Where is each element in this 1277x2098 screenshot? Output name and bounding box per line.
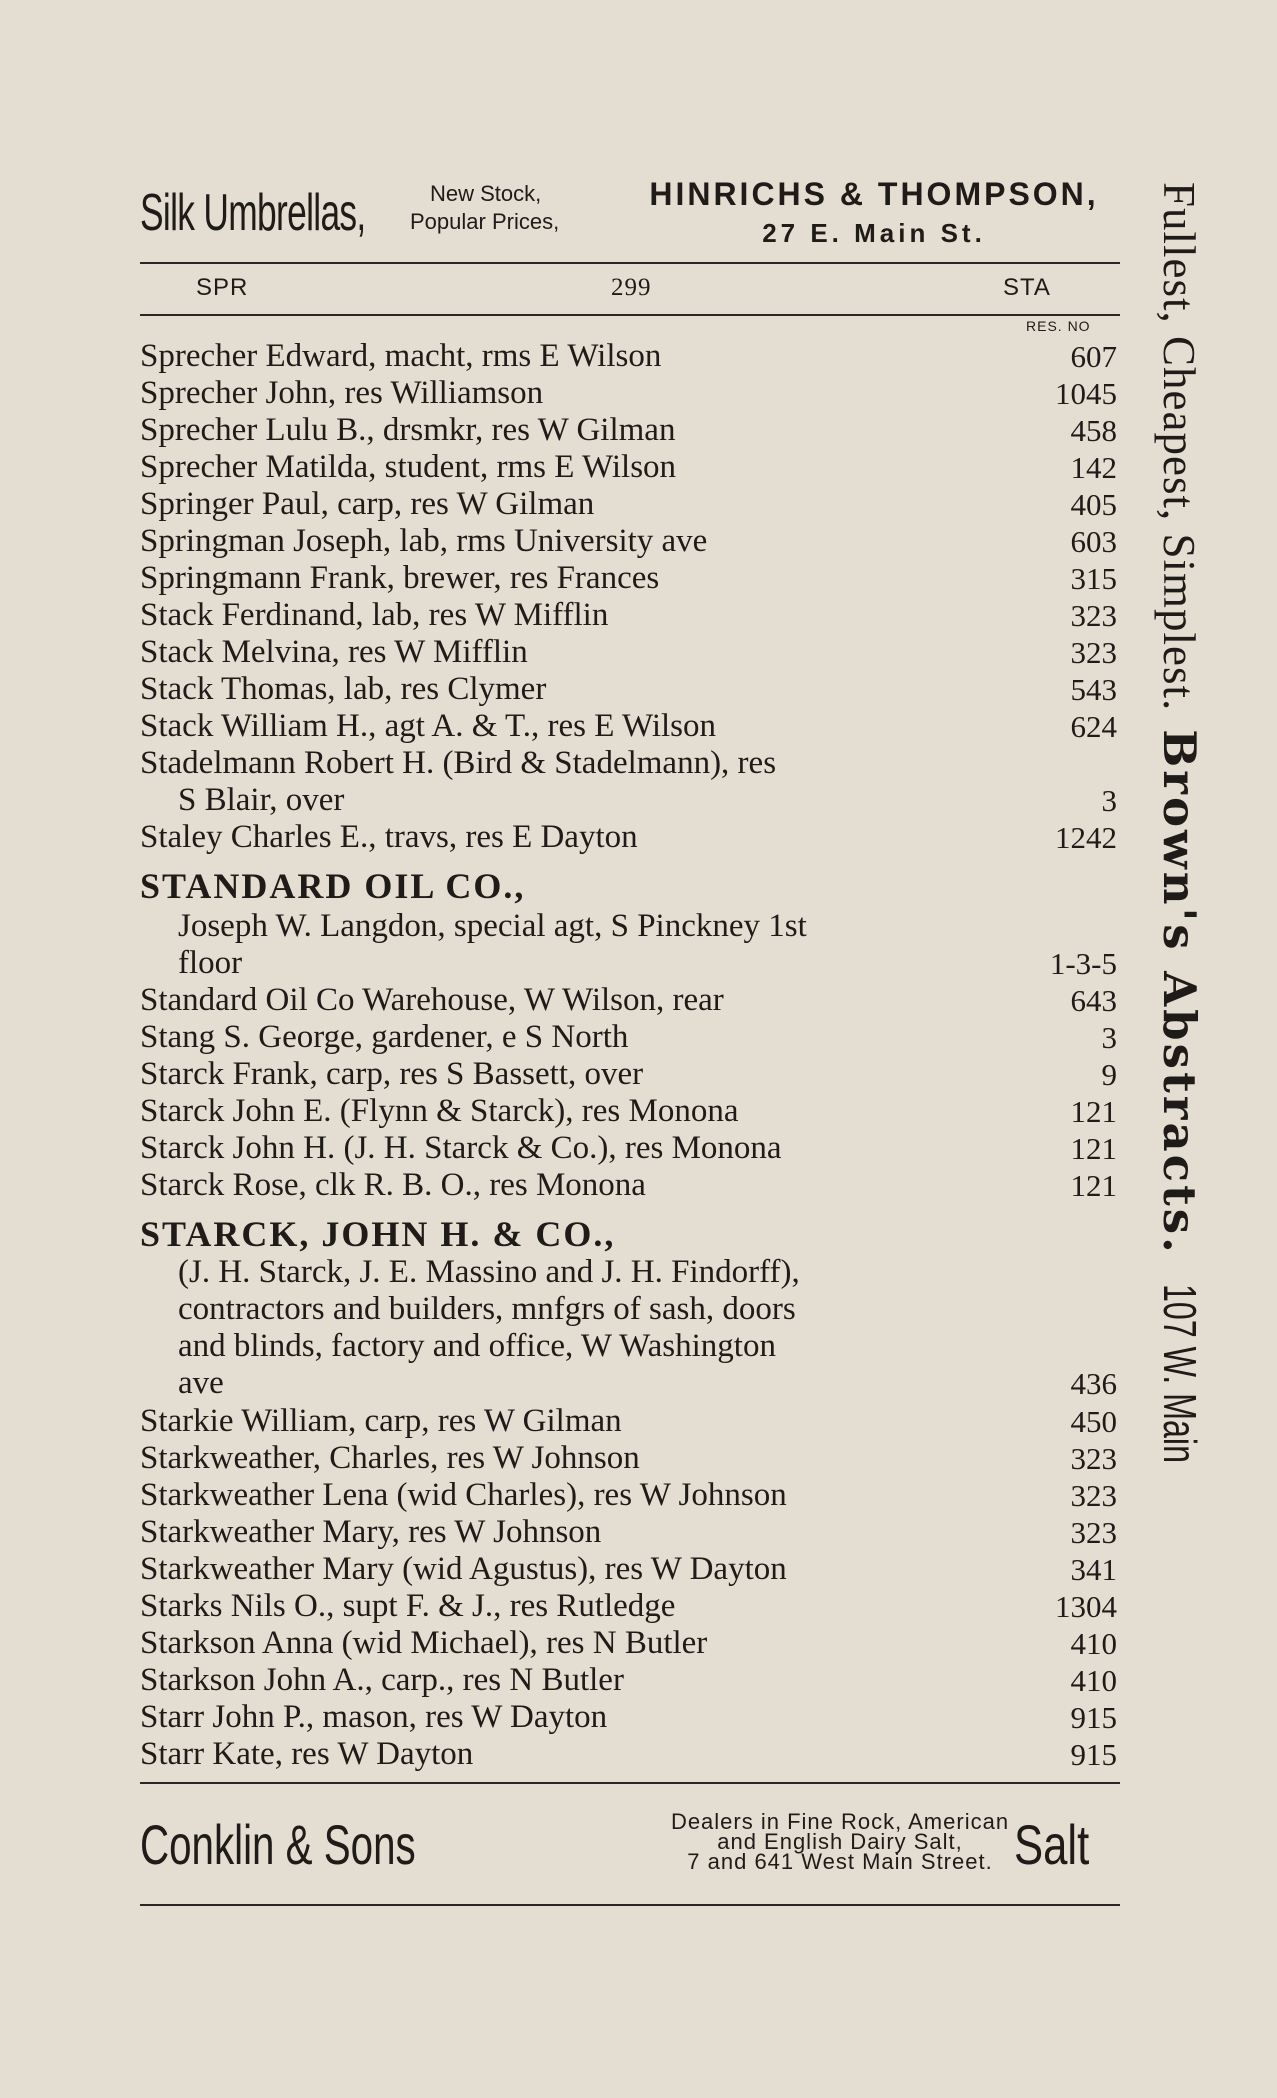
side-advertisement <box>1140 182 1220 1882</box>
new-stock-text: New Stock, <box>430 181 542 206</box>
entry-residence-number: 410 <box>1070 1626 1117 1661</box>
side-ad-firm: Brown's Abstracts. <box>1153 729 1206 1256</box>
entry-text: Stack Thomas, lab, res Clymer <box>140 671 547 707</box>
entry-text: contractors and builders, mnfgrs of sash, doors <box>178 1291 796 1327</box>
header-rule-bottom <box>140 314 1120 316</box>
dealer-line-1: Dealers in Fine Rock, American <box>670 1809 1010 1834</box>
side-ad-slogan: Fullest, Cheapest, Simplest. <box>1154 182 1204 712</box>
entry-text: ave <box>178 1365 224 1401</box>
side-ad-address: 107 W. Main <box>1154 1283 1206 1463</box>
entry-text: Starck Frank, carp, res S Bassett, over <box>140 1056 644 1092</box>
entry-residence-number: 436 <box>1070 1366 1117 1401</box>
entry-text: Joseph W. Langdon, special agt, S Pinckney 1st <box>178 908 807 944</box>
entry-text: Starkson Anna (wid Michael), res N Butler <box>140 1625 708 1661</box>
entry-residence-number: 323 <box>1070 598 1117 633</box>
entry-residence-number: 624 <box>1070 709 1117 744</box>
entry-residence-number: 341 <box>1070 1552 1117 1587</box>
entry-residence-number: 603 <box>1070 524 1117 559</box>
entry-text: Stack Ferdinand, lab, res W Mifflin <box>140 597 609 633</box>
entry-text: S Blair, over <box>178 782 345 818</box>
entry-text: Stack William H., agt A. & T., res E Wilson <box>140 708 717 744</box>
footer-rule-top <box>140 1782 1120 1784</box>
section-heading-standard-oil: STANDARD OIL CO., <box>140 866 526 906</box>
entry-text: Starkweather Lena (wid Charles), res W Johnson <box>140 1477 787 1513</box>
entry-residence-number: 323 <box>1070 1441 1117 1476</box>
entry-residence-number: 405 <box>1070 487 1117 522</box>
popular-prices-text: Popular Prices, <box>410 209 560 234</box>
entry-residence-number: 121 <box>1070 1131 1117 1166</box>
entry-text: Springmann Frank, brewer, res Frances <box>140 560 660 596</box>
entry-residence-number: 1-3-5 <box>1049 946 1117 981</box>
entry-text: Starkweather Mary, res W Johnson <box>140 1514 602 1550</box>
entry-residence-number: 142 <box>1070 450 1117 485</box>
entry-text: Sprecher Edward, macht, rms E Wilson <box>140 338 662 374</box>
entry-text: Starkson John A., carp., res N Butler <box>140 1662 624 1698</box>
stock-prices-text <box>410 180 559 236</box>
header-rule-top <box>140 262 1120 264</box>
running-head-right: STA <box>1003 274 1051 301</box>
entry-residence-number: 450 <box>1070 1404 1117 1439</box>
entry-residence-number: 915 <box>1070 1737 1117 1772</box>
entry-text: Standard Oil Co Warehouse, W Wilson, rear <box>140 982 724 1018</box>
entry-residence-number: 643 <box>1070 983 1117 1018</box>
entry-text: Starck John H. (J. H. Starck & Co.), res Monona <box>140 1130 782 1166</box>
entry-text: floor <box>178 945 243 981</box>
entry-residence-number: 323 <box>1070 1478 1117 1513</box>
entry-residence-number: 1045 <box>1055 376 1117 411</box>
entry-residence-number: 323 <box>1070 1515 1117 1550</box>
entry-text: Stang S. George, gardener, e S North <box>140 1019 629 1055</box>
entry-residence-number: 458 <box>1070 413 1117 448</box>
entry-residence-number: 315 <box>1070 561 1117 596</box>
entry-residence-number: 9 <box>1101 1057 1117 1092</box>
entry-text: Springer Paul, carp, res W Gilman <box>140 486 595 522</box>
bottom-advertisement <box>140 1810 1130 1900</box>
entry-text: Sprecher Lulu B., drsmkr, res W Gilman <box>140 412 676 448</box>
entry-residence-number: 3 <box>1101 1020 1117 1055</box>
page-number: 299 <box>611 274 652 301</box>
entry-text: Starkie William, carp, res W Gilman <box>140 1403 622 1439</box>
entry-text: Starkweather, Charles, res W Johnson <box>140 1440 640 1476</box>
entry-residence-number: 915 <box>1070 1700 1117 1735</box>
entry-residence-number: 3 <box>1101 783 1117 818</box>
advertiser-address: 27 E. Main St. <box>762 218 986 248</box>
entry-residence-number: 543 <box>1070 672 1117 707</box>
entry-residence-number: 121 <box>1070 1094 1117 1129</box>
entry-text: Starkweather Mary (wid Agustus), res W Dayton <box>140 1551 787 1587</box>
silk-umbrellas-text: Silk Umbrellas, <box>140 184 366 242</box>
entry-residence-number: 323 <box>1070 635 1117 670</box>
entry-text: Stack Melvina, res W Mifflin <box>140 634 528 670</box>
section-heading-starck-co: STARCK, JOHN H. & CO., <box>140 1214 616 1254</box>
entry-text: Stadelmann Robert H. (Bird & Stadelmann), res <box>140 745 777 781</box>
entry-text: Starks Nils O., supt F. & J., res Rutledge <box>140 1588 676 1624</box>
conklin-sons-text: Conklin & Sons <box>140 1813 416 1876</box>
advertiser-name: HINRICHS & THOMPSON, <box>649 176 1099 212</box>
entry-residence-number: 410 <box>1070 1663 1117 1698</box>
entry-text: Starck Rose, clk R. B. O., res Monona <box>140 1167 646 1203</box>
entry-text: and blinds, factory and office, W Washington <box>178 1328 776 1364</box>
entry-text: Starr John P., mason, res W Dayton <box>140 1699 608 1735</box>
entry-text: Sprecher John, res Williamson <box>140 375 544 411</box>
entry-text: Starr Kate, res W Dayton <box>140 1736 474 1772</box>
dealer-line-3: 7 and 641 West Main Street. <box>687 1849 993 1874</box>
dealer-line-2: and English Dairy Salt, <box>717 1829 963 1854</box>
res-no-label: RES. NO <box>1026 318 1091 334</box>
footer-rule-bottom <box>140 1904 1120 1906</box>
top-advertisement <box>140 170 1130 260</box>
entry-residence-number: 607 <box>1070 339 1117 374</box>
salt-text: Salt <box>1014 1813 1090 1876</box>
entry-text: (J. H. Starck, J. E. Massino and J. H. Findorff), <box>178 1254 800 1290</box>
entry-residence-number: 1304 <box>1055 1589 1117 1624</box>
entry-residence-number: 121 <box>1070 1168 1117 1203</box>
entry-text: Sprecher Matilda, student, rms E Wilson <box>140 449 677 485</box>
entry-text: Staley Charles E., travs, res E Dayton <box>140 819 638 855</box>
entry-text: Springman Joseph, lab, rms University ave <box>140 523 708 559</box>
running-head-left: SPR <box>196 274 249 301</box>
entry-text: Starck John E. (Flynn & Starck), res Monona <box>140 1093 739 1129</box>
entry-residence-number: 1242 <box>1055 820 1117 855</box>
